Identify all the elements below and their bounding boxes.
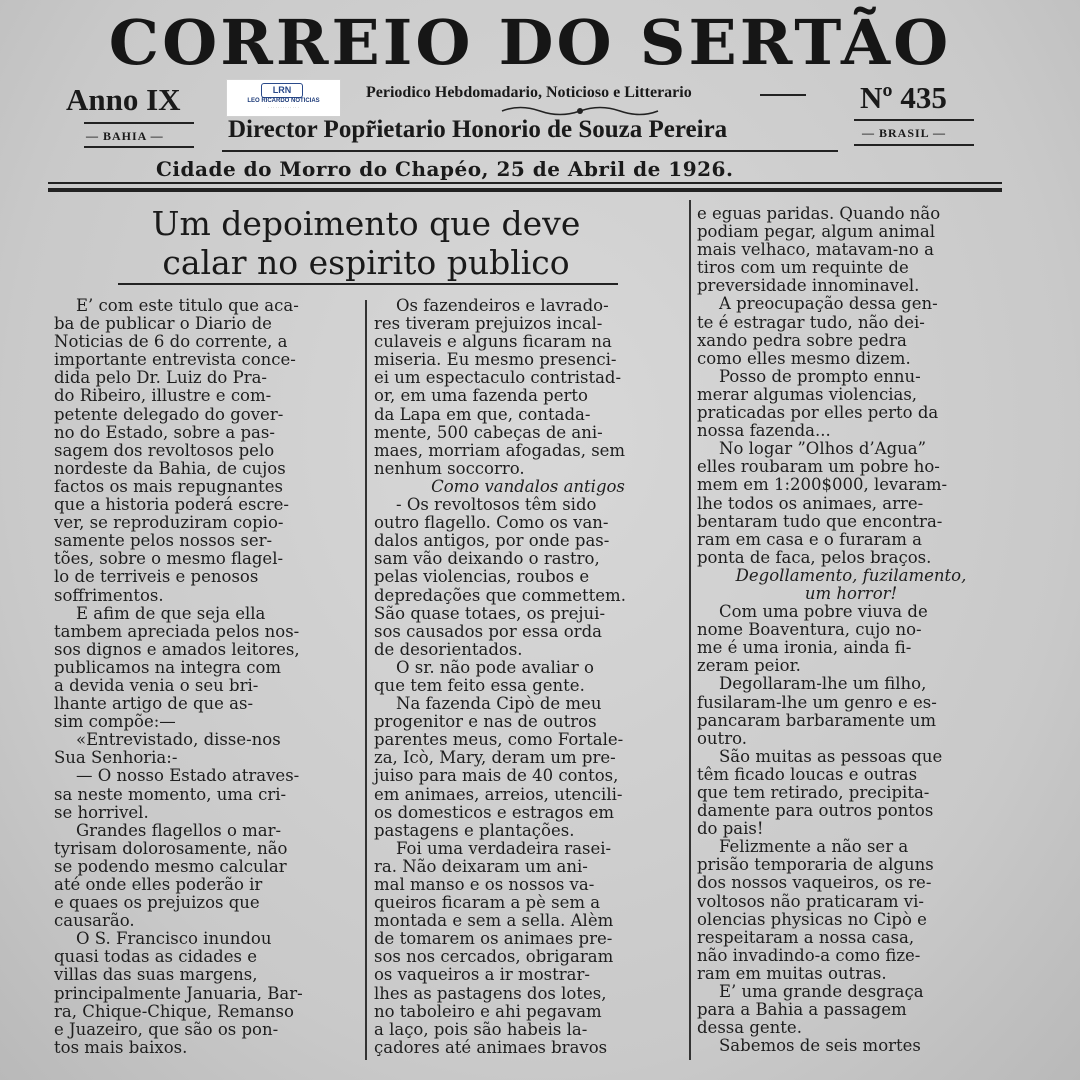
article-line: que tem feito essa gente. — [374, 675, 585, 695]
article-line: outro flagello. Como os van- — [374, 513, 609, 533]
article-line: E afim de que seja ella — [76, 603, 266, 623]
article-line: e quaes os prejuizos que — [54, 893, 260, 913]
article-line: nossa fazenda... — [697, 421, 831, 441]
director-line: Director Popr̃ietario Honorio de Souza Pereira — [228, 116, 728, 143]
article-line: Grandes flagellos o mar- — [76, 820, 282, 840]
article-line: Os fazendeiros e lavrado- — [396, 296, 609, 315]
article-line: no taboleiro e ahi pegavam — [374, 1001, 602, 1021]
article-line: de desorientados. — [374, 639, 523, 659]
article-column-1 — [54, 297, 358, 1057]
article-line: dessa gente. — [697, 1018, 802, 1038]
article-line: O S. Francisco inundou — [76, 929, 272, 949]
article-line: damente para outros pontos — [697, 801, 934, 821]
article-line: zeram peior. — [697, 656, 801, 676]
article-line: ver, se reproduziram copio- — [54, 513, 284, 533]
column-divider-1 — [365, 300, 367, 1060]
article-line: Posso de prompto ennu- — [719, 366, 921, 386]
article-column-2 — [374, 297, 682, 1057]
article-line: dida pelo Dr. Luiz do Pra- — [54, 368, 268, 388]
article-line: ra. Não deixaram um ani- — [374, 856, 588, 876]
article-line: progenitor e nas de outros — [374, 712, 597, 732]
article-line: ram em muitas outras. — [697, 963, 887, 983]
article-line: tões, sobre o mesmo flagel- — [54, 549, 284, 569]
article-line: como elles mesmo dizem. — [697, 348, 911, 368]
dateline: Cidade do Morro do Chapéo, 25 de Abril de 1926. — [156, 157, 734, 181]
article-line: elles roubaram um pobre ho- — [697, 457, 940, 477]
article-line: Degollaram-lhe um filho, — [719, 674, 927, 694]
article-line: São muitas as pessoas que — [719, 746, 943, 766]
article-line: no do Estado, sobre a pas- — [54, 422, 275, 442]
article-line: samente pelos nossos ser- — [54, 531, 273, 551]
article-line: publicamos na integra com — [54, 657, 282, 677]
article-line: respeitaram a nossa casa, — [697, 927, 915, 947]
article-line: miseria. Eu mesmo presenci- — [374, 350, 617, 370]
article-line: fusilaram-lhe um genro e es- — [697, 692, 937, 712]
article-line: tyrisam dolorosamente, não — [54, 838, 288, 858]
article-line: sos causados por essa orda — [374, 621, 602, 641]
rule-right-top — [854, 119, 974, 121]
article-line: Na fazenda Cipò de meu — [396, 694, 602, 714]
article-line: voltosos não praticaram vi- — [697, 891, 924, 911]
country-label: — BRASIL — — [862, 126, 947, 140]
article-line: za, Icò, Mary, deram um pre- — [374, 748, 616, 768]
article-line: se podendo mesmo calcular — [54, 856, 287, 876]
article-line: queiros ficaram a pè sem a — [374, 893, 601, 913]
article-line: or, em uma fazenda perto — [374, 386, 588, 406]
article-line: maes, morriam afogadas, sem — [374, 440, 626, 460]
article-line: os vaqueiros a ir mostrar- — [374, 965, 590, 985]
newspaper-title: CORREIO DO SERTÃO — [108, 6, 952, 79]
article-line: não invadindo-a como fize- — [697, 945, 921, 965]
article-line: nenhum soccorro. — [374, 458, 525, 478]
article-line: sos nos cercados, obrigaram — [374, 947, 614, 967]
article-line: nordeste da Bahia, de cujos — [54, 458, 286, 478]
article-line: sagem dos revoltosos pelo — [54, 440, 275, 460]
article-line: montada e sem a sella. Alèm — [374, 911, 614, 931]
article-line: sa neste momento, uma cri- — [54, 784, 287, 804]
rule-under-director — [222, 150, 838, 152]
article-line: mente, 500 cabeças de ani- — [374, 422, 603, 442]
header-rule-thin — [48, 182, 1002, 184]
article-line: prisão temporaria de alguns — [697, 855, 934, 875]
article-line: pastagens e plantações. — [374, 820, 575, 840]
article-line: dalos antigos, por onde pas- — [374, 531, 610, 551]
article-line: xando pedra sobre pedra — [697, 330, 907, 350]
article-line: te é estragar tudo, não dei- — [697, 312, 925, 332]
article-line: pancaram barbaramente um — [697, 710, 937, 730]
article-line: os domesticos e estragos em — [374, 802, 615, 822]
article-line: pelas violencias, roubos e — [374, 567, 590, 587]
header-rule-thick — [48, 188, 1002, 192]
logo-mark: LRN — [261, 83, 303, 98]
article-line: ram em casa e o furaram a — [697, 529, 922, 549]
article-line: E’ com este titulo que aca- — [76, 296, 299, 315]
article-line: preversidade innominavel. — [697, 276, 920, 296]
article-line: sim compõe:— — [54, 712, 176, 732]
watermark-logo — [226, 79, 341, 117]
article-line: da Lapa em que, contada- — [374, 404, 591, 424]
article-line: que tem retirado, precipita- — [697, 783, 930, 802]
article-line: praticadas por elles perto da — [697, 403, 939, 423]
subtitle-dash — [760, 94, 806, 96]
article-line: mais velhaco, matavam-no a — [697, 240, 934, 260]
article-line: mal manso e os nossos va- — [374, 875, 595, 894]
article-line: ei um espectaculo contristad- — [374, 368, 622, 388]
article-line: tos mais baixos. — [54, 1037, 188, 1057]
article-line: e Juazeiro, que são os pon- — [54, 1019, 279, 1039]
article-line: Com uma pobre viuva de — [719, 602, 928, 622]
article-line: factos os mais repugnantes — [54, 476, 283, 496]
article-line: O sr. não pode avaliar o — [396, 657, 594, 677]
rule-left-top — [84, 122, 194, 124]
rule-left-bottom — [84, 146, 194, 148]
article-column-3 — [697, 205, 1005, 1055]
article-line: — O nosso Estado atraves- — [76, 766, 300, 786]
article-line: se horrivel. — [54, 802, 149, 822]
article-line: parentes meus, como Fortale- — [374, 730, 624, 750]
article-line: a laço, pois são habeis la- — [374, 1019, 588, 1039]
article-line: lhe todos os animaes, arre- — [697, 493, 924, 513]
article-line: a devida venia o seu bri- — [54, 675, 259, 695]
article-headline — [56, 204, 676, 282]
article-line: res tiveram prejuizos incal- — [374, 314, 603, 334]
article-line: sos dignos e amados leitores, — [54, 639, 300, 659]
article-line: que a historia poderá escre- — [54, 495, 289, 515]
article-line: tambem apreciada pelos nos- — [54, 621, 300, 641]
headline-line-2: calar no espirito publico — [162, 243, 570, 282]
article-line: A preocupação dessa gen- — [719, 294, 938, 314]
article-line: E’ uma grande desgraça — [719, 982, 924, 1002]
article-line: dos nossos vaqueiros, os re- — [697, 873, 932, 893]
article-line: lhes as pastagens dos lotes, — [374, 983, 607, 1003]
logo-subtext: · · · · · · · · · · · · · — [268, 105, 299, 110]
article-line: soffrimentos. — [54, 585, 164, 605]
issue-number: Nº 435 — [860, 80, 947, 115]
article-line: No logar ”Olhos d’Agua” — [719, 439, 927, 459]
article-line: mem em 1:200$000, levaram- — [697, 475, 948, 495]
article-line: Sabemos de seis mortes — [719, 1036, 921, 1056]
article-line: quasi todas as cidades e — [54, 947, 257, 967]
article-line: ba de publicar o Diario de — [54, 314, 272, 334]
article-line: ponta de faca, pelos braços. — [697, 547, 932, 567]
rule-right-bottom — [854, 144, 974, 146]
article-line: para a Bahia a passagem — [697, 1000, 907, 1020]
article-line: culaveis e alguns ficaram na — [374, 332, 612, 352]
article-line: do pais! — [697, 819, 764, 839]
article-line: juiso para mais de 40 contos, — [374, 766, 619, 786]
article-line: em animaes, arreios, utencili- — [374, 784, 623, 804]
article-line: importante entrevista conce- — [54, 350, 296, 370]
article-line: São quase totaes, os prejui- — [374, 603, 606, 623]
periodical-subtitle: Periodico Hebdomadario, Noticioso e Litterario — [366, 84, 692, 101]
article-line: e eguas paridas. Quando não — [697, 204, 941, 223]
article-line: Noticias de 6 do corrente, a — [54, 332, 288, 352]
headline-line-1: Um depoimento que deve — [151, 204, 581, 243]
article-line: Felizmente a não ser a — [719, 837, 909, 857]
article-line: çadores até animaes bravos — [374, 1037, 608, 1057]
article-line: Foi uma verdadeira rasei- — [396, 838, 612, 858]
article-line: depredações que commettem. — [374, 585, 626, 605]
article-line: causarão. — [54, 911, 135, 931]
article-subheading: Como vandalos antigos — [431, 476, 625, 496]
article-line: nome Boaventura, cujo no- — [697, 620, 922, 640]
logo-text: LEO RICARDO NOTICIAS — [247, 98, 320, 104]
article-line: tiros com um requinte de — [697, 258, 909, 278]
article-line: sam vão deixando o rastro, — [374, 549, 600, 569]
article-line: petente delegado do gover- — [54, 404, 284, 424]
article-line: lo de terriveis e penosos — [54, 567, 259, 587]
article-line: podiam pegar, algum animal — [697, 222, 936, 242]
article-line: têm ficado loucas e outras — [697, 764, 918, 784]
article-line: ra, Chique-Chique, Remanso — [54, 1001, 294, 1021]
article-line: de tomarem os animaes pre- — [374, 929, 613, 949]
article-subheading: Degollamento, fuzilamento, — [735, 565, 967, 585]
article-line: villas das suas margens, — [54, 965, 258, 985]
article-line: me é uma ironia, ainda fi- — [697, 638, 912, 658]
state-label: — BAHIA — — [86, 129, 164, 143]
article-line: merar algumas violencias, — [697, 384, 918, 404]
article-line: - Os revoltosos têm sido — [396, 495, 597, 515]
article-subheading: um horror! — [804, 583, 898, 603]
article-line: Sua Senhoria:- — [54, 748, 178, 768]
article-line: outro. — [697, 728, 747, 748]
article-line: principalmente Januaria, Bar- — [54, 983, 303, 1003]
column-divider-2 — [689, 200, 691, 1060]
article-line: «Entrevistado, disse-nos — [76, 730, 281, 750]
volume-label: Anno IX — [66, 82, 181, 117]
article-line: até onde elles poderão ir — [54, 875, 263, 894]
headline-underline — [118, 283, 618, 285]
article-line: olencias physicas no Cipò e — [697, 909, 927, 929]
article-line: lhante artigo de que as- — [54, 694, 254, 714]
article-line: bentaram tudo que encontra- — [697, 511, 943, 531]
article-line: do Ribeiro, illustre e com- — [54, 386, 272, 406]
